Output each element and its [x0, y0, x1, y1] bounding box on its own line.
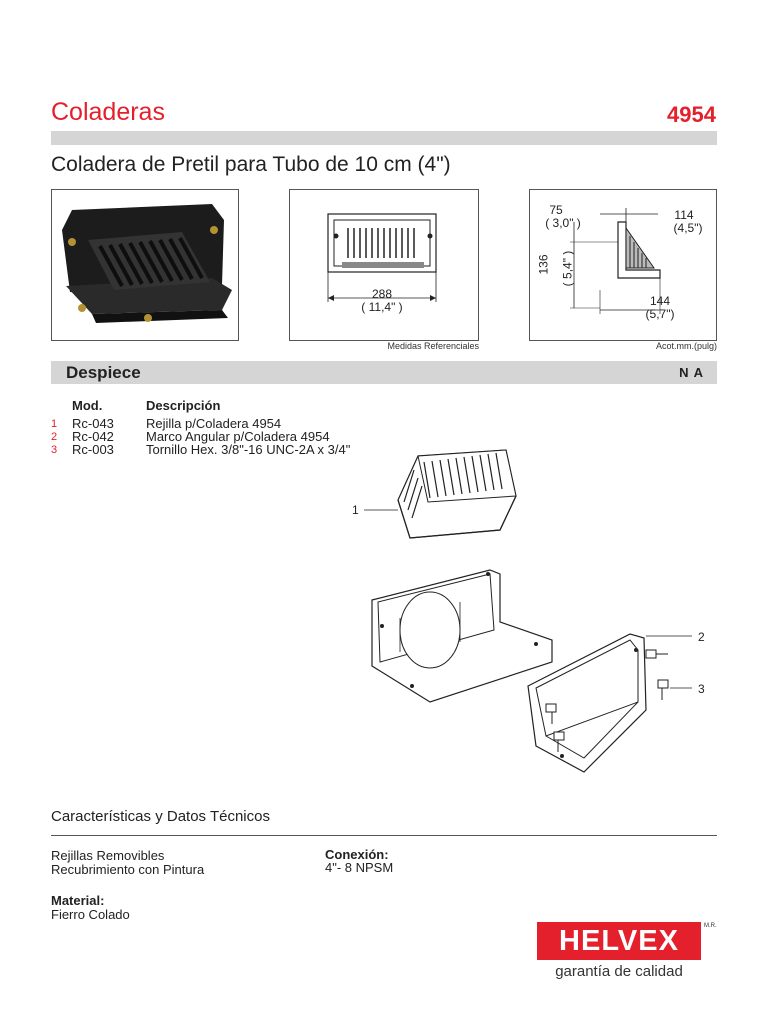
part-mod: Rc-003 [72, 442, 114, 457]
part-num: 2 [51, 431, 58, 443]
finish-code: N A [679, 365, 704, 380]
trademark-mark: M.R. [704, 923, 717, 929]
front-width-mm: 288 [371, 287, 393, 301]
exploded-view-illustration [340, 440, 720, 780]
side-base-mm: 144 [649, 294, 671, 308]
helvex-logo [537, 922, 701, 960]
conexion-label: Conexión: [325, 847, 389, 862]
specs-divider [51, 835, 717, 836]
side-top-mm: 75 [549, 203, 563, 217]
material-value: Fierro Colado [51, 907, 130, 922]
part-mod: Rc-043 [72, 416, 114, 431]
front-view-illustration [290, 190, 478, 340]
side-right-mm: 114 [674, 208, 694, 222]
part-mod: Rc-042 [72, 429, 114, 444]
front-view-drawing [289, 189, 479, 341]
front-width-in: ( 11,4" ) [361, 300, 403, 314]
callout-3: 3 [698, 682, 705, 696]
side-base-in: (5,7") [645, 307, 675, 321]
despiece-title: Despiece [66, 363, 141, 382]
callout-1: 1 [352, 503, 359, 517]
side-top-in: ( 3,0" ) [545, 216, 581, 230]
specs-title: Características y Datos Técnicos [51, 808, 270, 825]
drain-photo-illustration [52, 190, 238, 340]
part-num: 3 [51, 444, 58, 456]
reference-caption: Medidas Referenciales [387, 341, 479, 351]
feature-item: Recubrimiento con Pintura [51, 862, 205, 877]
part-desc: Tornillo Hex. 3/8"-16 UNC-2A x 3/4" [146, 442, 351, 457]
category-title: Coladeras [51, 98, 165, 126]
header-divider [51, 131, 717, 145]
brand-name: HELVEX [559, 925, 679, 957]
despiece-bar [51, 361, 717, 384]
conexion-value: 4"- 8 NPSM [325, 860, 394, 875]
brand-tagline: garantía de calidad [555, 963, 683, 980]
part-num: 1 [51, 418, 58, 430]
side-height-mm: 136 [536, 254, 551, 275]
exploded-view [340, 440, 720, 780]
product-code: 4954 [667, 102, 716, 127]
col-mod-header: Mod. [72, 398, 103, 413]
product-subtitle: Coladera de Pretil para Tubo de 10 cm (4") [51, 153, 451, 176]
material-label: Material: [51, 893, 105, 908]
part-desc: Rejilla p/Coladera 4954 [146, 416, 282, 431]
part-desc: Marco Angular p/Coladera 4954 [146, 429, 330, 444]
callout-2: 2 [698, 630, 705, 644]
feature-item: Rejillas Removibles [51, 848, 165, 863]
col-desc-header: Descripción [146, 398, 221, 413]
side-height-in: ( 5,4" ) [560, 250, 575, 287]
units-caption: Acot.mm.(pulg) [655, 341, 717, 351]
product-photo [51, 189, 239, 341]
side-right-in: (4,5") [673, 221, 703, 235]
